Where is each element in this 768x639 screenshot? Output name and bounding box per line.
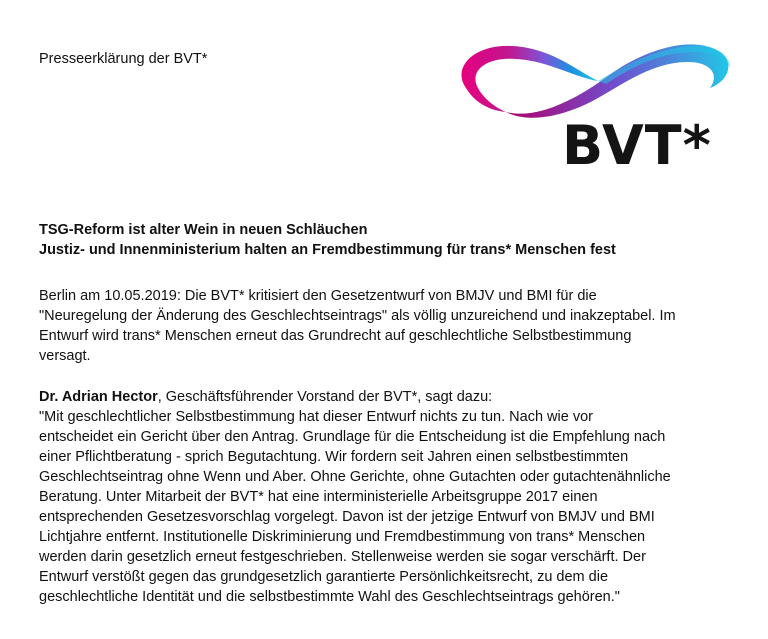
quote-line: einer Pflichtberatung - sprich Begutachtung. Wir fordern seit Jahren einen selbstbestimmten — [39, 449, 629, 465]
headline-block — [39, 220, 616, 260]
bvt-logo — [448, 26, 740, 176]
quote-line: werden darin gesetzlich erneut festgeschrieben. Stellenweise werden sie sogar verschärft. Der — [39, 549, 646, 565]
intro-paragraph — [39, 286, 749, 366]
quote-line: "Mit geschlechtlicher Selbstbestimmung hat dieser Entwurf nichts zu tun. Nach wie vor — [39, 409, 593, 425]
quote-line: Geschlechtseintrag ohne Wenn und Aber. Ohne Gerichte, ohne Gutachten oder gutachtenähnliche — [39, 469, 671, 485]
quote-line: entsprechenden Gesetzesvorschlag vorgelegt. Davon ist der jetzige Entwurf von BMJV und BMI — [39, 509, 655, 525]
paragraph-line: Berlin am 10.05.2019: Die BVT* kritisiert den Gesetzentwurf von BMJV und BMI für die — [39, 288, 597, 304]
ribbon-logo-icon — [448, 26, 740, 126]
logo-wordmark: BVT* — [562, 114, 712, 177]
paragraph-line: "Neuregelung der Änderung des Geschlechtseintrags" als völlig unzureichend und inakzeptabel. Im — [39, 308, 676, 324]
document-type-label: Presseerklärung der BVT* — [39, 51, 208, 67]
quote-line: geschlechtliche Identität und die selbstbestimmte Wahl des Geschlechtseintrags gehören." — [39, 589, 620, 605]
headline-subtitle: Justiz- und Innenministerium halten an Fremdbestimmung für trans* Menschen fest — [39, 242, 616, 258]
quote-line: entscheidet ein Gericht über den Antrag. Grundlage für die Entscheidung ist die Empfehlung nach — [39, 429, 666, 445]
quote-line: Entwurf verstößt gegen das grundgesetzlich garantierte Persönlichkeitsrecht, zu dem die — [39, 569, 609, 585]
quote-line: Lichtjahre entfernt. Institutionelle Diskriminierung und Fremdbestimmung von trans* Menschen — [39, 529, 646, 545]
headline-title: TSG-Reform ist alter Wein in neuen Schläuchen — [39, 222, 368, 238]
speaker-name: Dr. Adrian Hector — [39, 389, 158, 405]
speaker-line — [39, 387, 749, 407]
paragraph-line: Entwurf wird trans* Menschen erneut das Grundrecht auf geschlechtliche Selbstbestimmung — [39, 328, 632, 344]
speaker-role: , Geschäftsführender Vorstand der BVT*, sagt dazu: — [157, 389, 493, 405]
paragraph-line: versagt. — [39, 348, 91, 364]
quote-line: Beratung. Unter Mitarbeit der BVT* hat eine interministerielle Arbeitsgruppe 2017 einen — [39, 489, 598, 505]
quote-paragraph — [39, 387, 749, 607]
